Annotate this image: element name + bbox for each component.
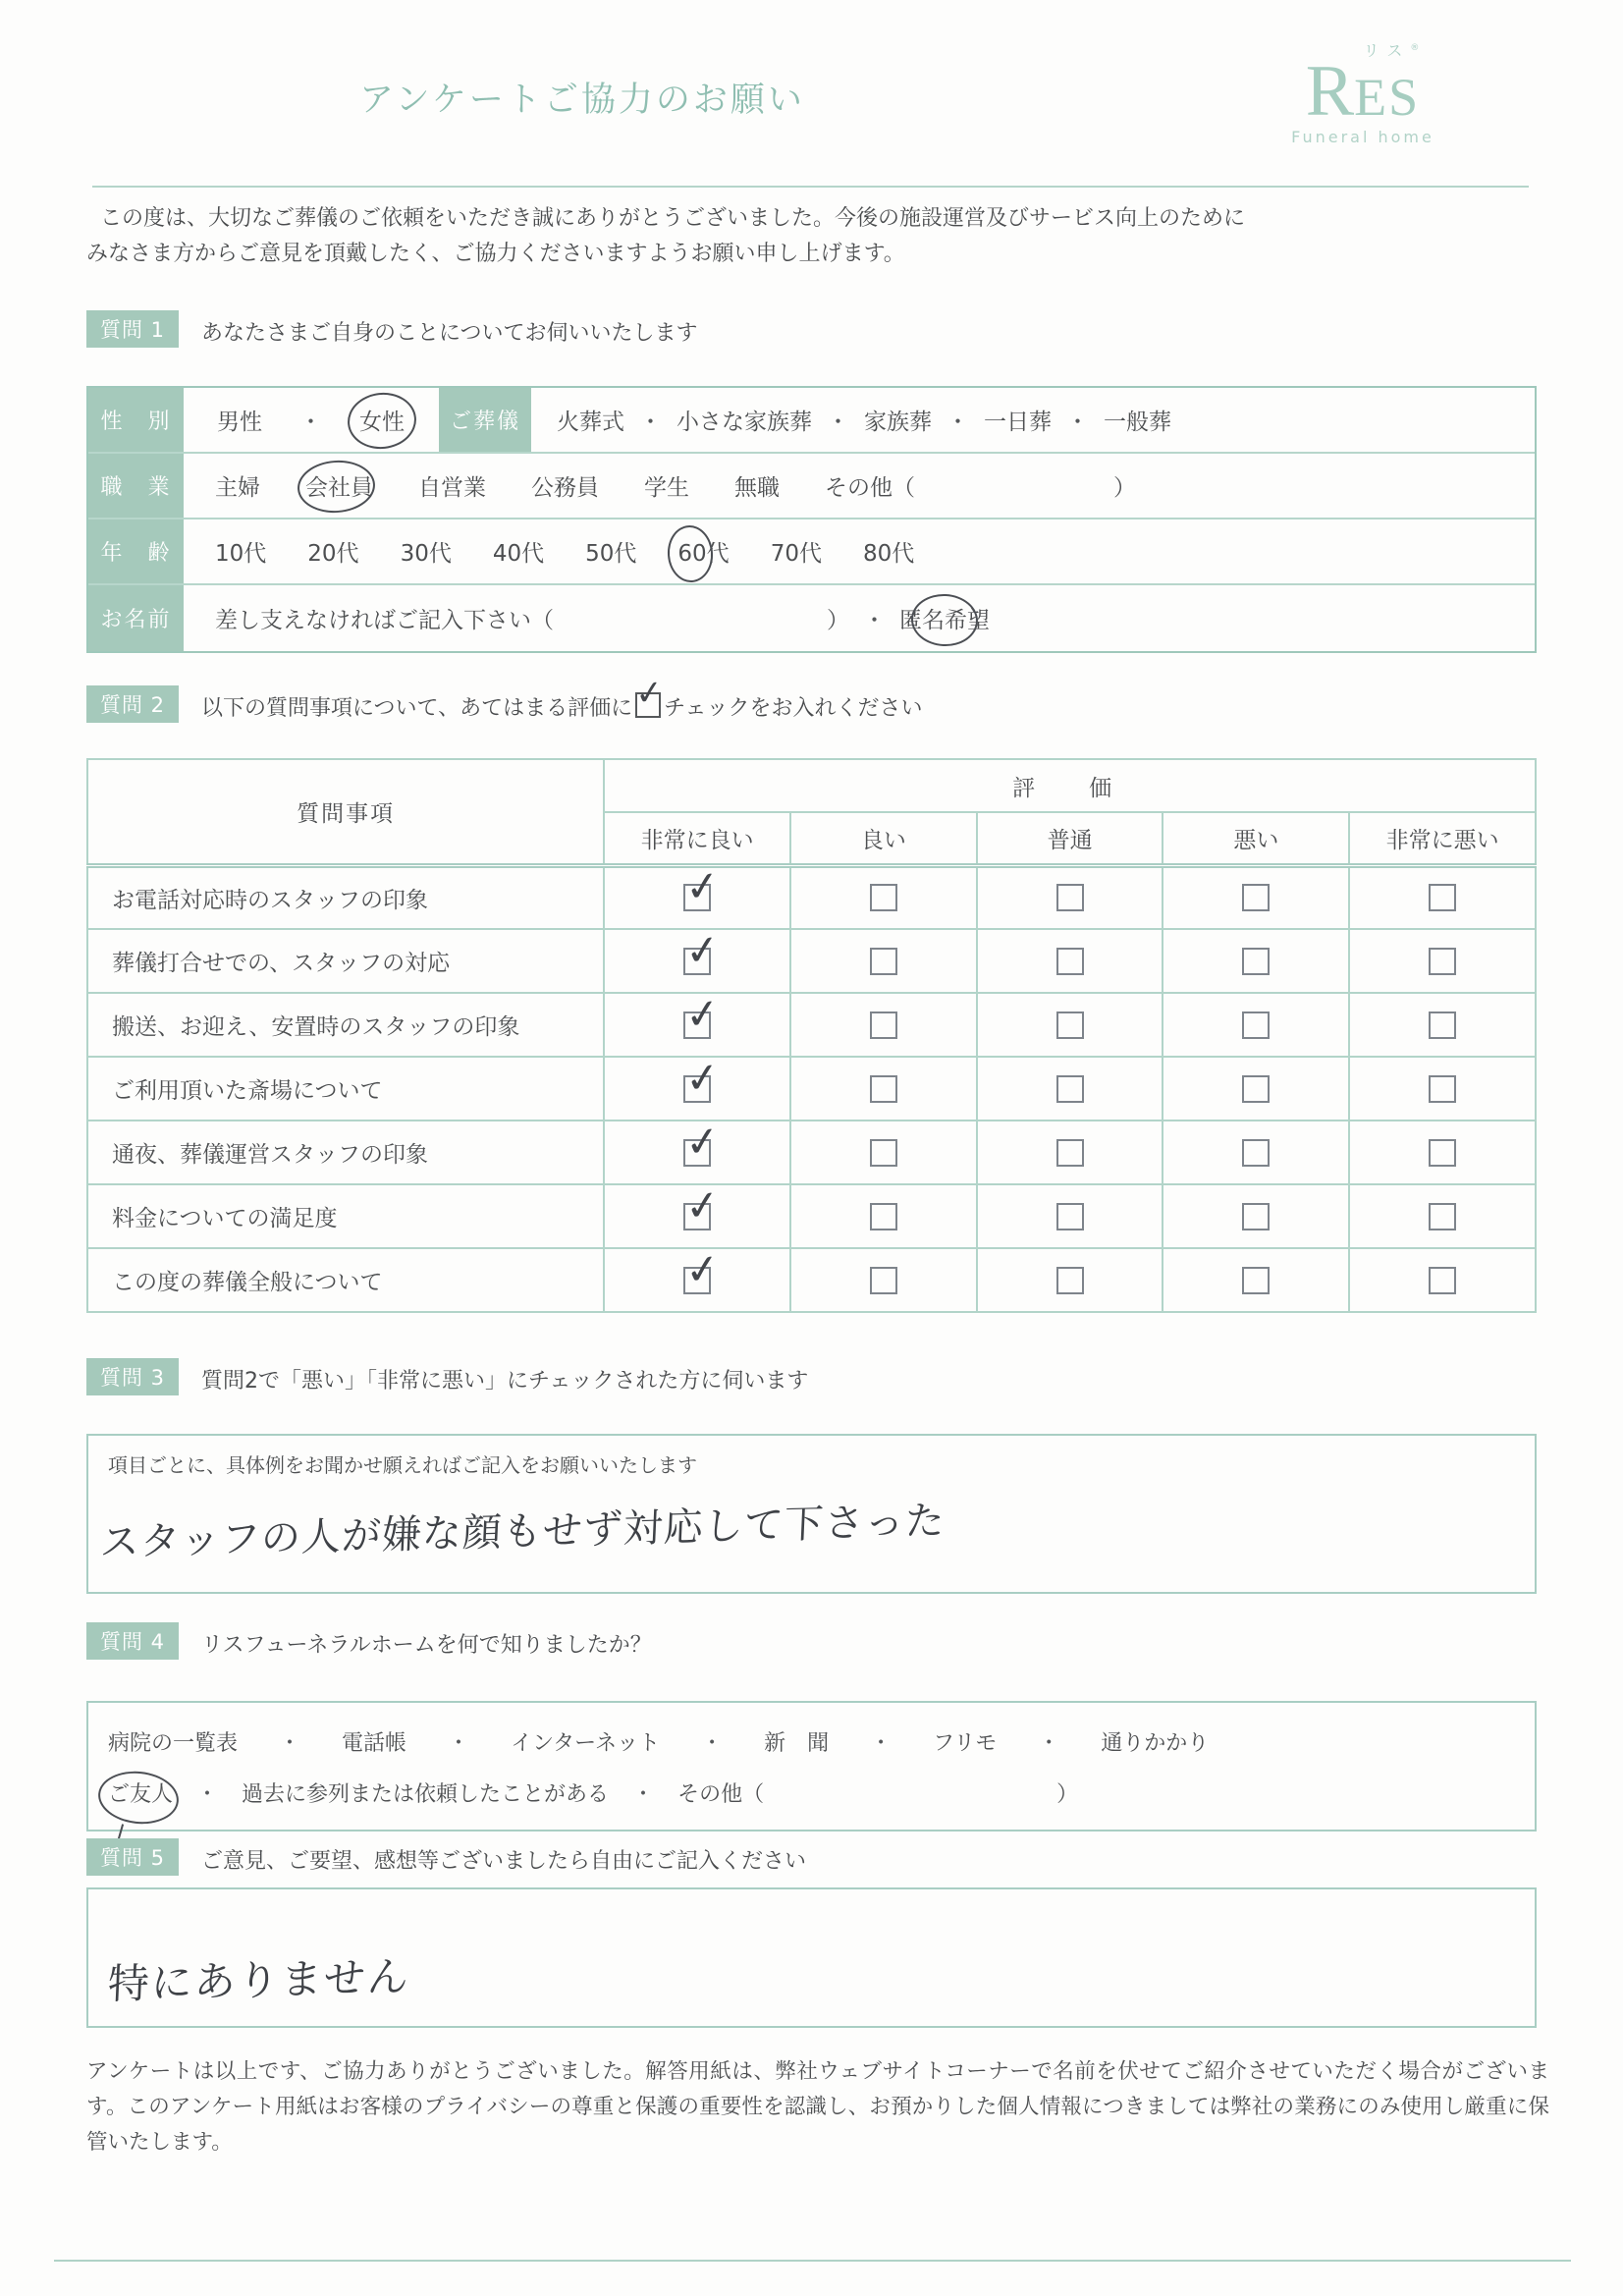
rating-cell xyxy=(790,1248,977,1312)
intro-line-2: みなさま方からご意見を頂戴したく、ご協力くださいますようお願い申し上げます。 xyxy=(86,242,905,266)
row-label: この度の葬儀全般について xyxy=(87,1248,604,1312)
rating-cell xyxy=(790,865,977,929)
funeral-type-label: ご葬儀 xyxy=(439,388,531,452)
question2-heading-pre: 以下の質問事項について、あてはまる評価に xyxy=(201,696,633,721)
option-other-close: ） xyxy=(1056,1782,1079,1807)
registered-trademark-mark: ® xyxy=(1410,43,1420,53)
checkbox xyxy=(1242,948,1270,975)
intro-paragraph xyxy=(86,201,1559,272)
option-hospital-list: 病院の一覧表 xyxy=(108,1731,239,1756)
separator-dot: ・ xyxy=(1066,410,1089,435)
gender-label: 性 別 xyxy=(88,388,184,452)
option-age-40s: 40代 xyxy=(492,541,545,567)
checkbox xyxy=(870,1267,897,1294)
logo-ruby: リス xyxy=(1363,41,1411,60)
checkbox-checked xyxy=(682,1051,723,1104)
question4-options-box xyxy=(86,1701,1537,1831)
rating-cell xyxy=(604,1051,790,1121)
option-newspaper: 新 聞 xyxy=(764,1731,830,1756)
option-chiisana-kazokusou: 小さな家族葬 xyxy=(676,410,812,435)
rating-cell xyxy=(1349,929,1536,993)
option-male: 男性 xyxy=(217,410,262,435)
table-row xyxy=(87,993,1536,1057)
question3-heading: 質問2で「悪い」「非常に悪い」にチェックされた方に伺います xyxy=(201,1369,809,1394)
checkbox xyxy=(1429,1075,1456,1103)
option-public-servant: 公務員 xyxy=(531,475,599,501)
rating-cell xyxy=(1349,1121,1536,1184)
separator-dot: ・ xyxy=(639,410,662,435)
separator-dot: ・ xyxy=(448,1731,470,1756)
hand-check-mark: ✓ xyxy=(682,1242,723,1295)
option-other-open: その他（ xyxy=(677,1782,765,1807)
question3-badge: 質問 3 xyxy=(86,1358,179,1395)
rating-table xyxy=(86,758,1537,1313)
question3-box-prompt: 項目ごとに、具体例をお聞かせ願えればご記入をお願いいたします xyxy=(108,1453,697,1477)
separator-dot: ・ xyxy=(701,1731,724,1756)
option-other-close: ） xyxy=(1113,475,1136,501)
sample-checkbox xyxy=(633,672,666,718)
option-age-70s: 70代 xyxy=(770,541,822,567)
checkbox xyxy=(1242,1139,1270,1167)
option-age-10s: 10代 xyxy=(215,541,267,567)
checkbox xyxy=(870,1011,897,1039)
rating-cell xyxy=(977,929,1163,993)
question1-badge: 質問 1 xyxy=(86,310,179,348)
row-label: 葬儀打合せでの、スタッフの対応 xyxy=(87,929,604,993)
separator-dot: ・ xyxy=(1038,1731,1060,1756)
option-unemployed: 無職 xyxy=(734,475,780,501)
checkbox xyxy=(1242,884,1270,911)
row-label: 料金についての満足度 xyxy=(87,1184,604,1248)
checkbox-checked xyxy=(682,1115,723,1168)
table-row xyxy=(87,1184,1536,1248)
rating-cell xyxy=(1349,993,1536,1057)
checkbox-checked xyxy=(682,1178,723,1231)
checkbox xyxy=(1429,884,1456,911)
rating-cell xyxy=(1163,993,1349,1057)
checkbox xyxy=(1242,1011,1270,1039)
rating-cell xyxy=(604,1242,790,1312)
rating-cell xyxy=(790,993,977,1057)
row-label: 搬送、お迎え、安置時のスタッフの印象 xyxy=(87,993,604,1057)
option-company-employee-circled: 会社員 xyxy=(305,469,373,502)
table-row xyxy=(87,1121,1536,1184)
rating-cell xyxy=(1349,1057,1536,1121)
separator-dot: ・ xyxy=(196,1782,219,1807)
table-row xyxy=(87,865,1536,929)
column-header-good: 良い xyxy=(790,812,977,865)
checkbox xyxy=(1242,1267,1270,1294)
rating-cell xyxy=(1163,929,1349,993)
option-age-80s: 80代 xyxy=(862,541,915,567)
checkbox xyxy=(1242,1203,1270,1230)
option-student: 学生 xyxy=(644,475,689,501)
rating-cell xyxy=(977,1184,1163,1248)
logo-brand: RES xyxy=(1305,51,1421,132)
row-label: 通夜、葬儀運営スタッフの印象 xyxy=(87,1121,604,1184)
rating-cell xyxy=(604,923,790,993)
option-furimo: フリモ xyxy=(933,1731,998,1756)
job-label: 職 業 xyxy=(88,454,184,518)
separator-dot: ・ xyxy=(947,410,969,435)
name-prompt: 差し支えなければご記入下さい（ xyxy=(215,608,554,633)
checkbox xyxy=(1056,1139,1084,1167)
option-other-open: その他（ xyxy=(825,475,915,501)
hand-check-mark: ✓ xyxy=(682,987,723,1040)
hand-check-mark: ✓ xyxy=(682,1115,723,1168)
rating-header-row xyxy=(87,759,1536,812)
checkbox xyxy=(870,884,897,911)
option-kasoushiki: 火葬式 xyxy=(557,410,624,435)
table-row xyxy=(87,1248,1536,1312)
rating-cell xyxy=(1349,1184,1536,1248)
row-label: お電話対応時のスタッフの印象 xyxy=(87,865,604,929)
option-age-20s: 20代 xyxy=(307,541,359,567)
checkbox xyxy=(1056,884,1084,911)
checkbox xyxy=(1056,948,1084,975)
option-age-30s: 30代 xyxy=(400,541,452,567)
rating-cell xyxy=(790,1057,977,1121)
option-kazokusou: 家族葬 xyxy=(864,410,932,435)
rating-cell xyxy=(604,987,790,1057)
separator-dot: ・ xyxy=(827,410,849,435)
rating-cell xyxy=(1163,1121,1349,1184)
option-female-circled: 女性 xyxy=(359,404,405,436)
option-attended-before: 過去に参列または依頼したことがある xyxy=(242,1782,610,1807)
separator-dot: ・ xyxy=(299,410,322,435)
question4-options-line2 xyxy=(108,1777,1078,1808)
job-options xyxy=(184,454,1535,518)
option-self-employed: 自営業 xyxy=(418,475,486,501)
column-header-very-bad: 非常に悪い xyxy=(1349,812,1536,865)
checkbox xyxy=(870,1139,897,1167)
option-age-50s: 50代 xyxy=(585,541,637,567)
separator-dot: ・ xyxy=(632,1782,655,1807)
rating-cell xyxy=(977,993,1163,1057)
checkbox-checked xyxy=(682,1242,723,1295)
logo-subtitle: Funeral home xyxy=(1291,128,1434,146)
checkbox-checked xyxy=(682,987,723,1040)
bottom-divider xyxy=(54,2260,1571,2262)
footer-privacy-note: アンケートは以上です、ご協力ありがとうございました。解答用紙は、弊社ウェブサイトコーナーで名前を伏せてご紹介させていただく場合がございます。このアンケート用紙はお客様のプライバシーの尊重と保護の重要性を認識し、お預かりした個人情報につきましては弊社の業務にのみ使用し厳重に保管いたします。 xyxy=(86,2059,1549,2155)
option-age-60s-circled: 60代 xyxy=(677,535,729,568)
checkbox xyxy=(1242,1075,1270,1103)
row-label: ご利用頂いた斎場について xyxy=(87,1057,604,1121)
option-internet: インターネット xyxy=(511,1731,661,1756)
profile-table xyxy=(86,386,1537,653)
checkbox xyxy=(1429,948,1456,975)
rating-cell xyxy=(790,1121,977,1184)
rating-cell xyxy=(977,1057,1163,1121)
column-header-average: 普通 xyxy=(977,812,1163,865)
rating-cell xyxy=(604,1178,790,1248)
rating-cell xyxy=(790,929,977,993)
checkbox xyxy=(1429,1203,1456,1230)
rating-cell xyxy=(604,860,790,929)
rating-cell xyxy=(1349,865,1536,929)
question5-heading: ご意見、ご要望、感想等ございましたら自由にご記入ください xyxy=(201,1849,807,1874)
question2-badge: 質問 2 xyxy=(86,685,179,723)
rating-cell xyxy=(977,865,1163,929)
column-header-bad: 悪い xyxy=(1163,812,1349,865)
question2-heading xyxy=(201,672,923,722)
checkbox xyxy=(1429,1267,1456,1294)
rating-cell xyxy=(1163,1057,1349,1121)
rating-cell xyxy=(1163,1248,1349,1312)
option-ichinichisou: 一日葬 xyxy=(984,410,1052,435)
checkbox xyxy=(1429,1011,1456,1039)
job-row xyxy=(88,454,1535,519)
question1-heading: あなたさまご自身のことについてお伺いいたします xyxy=(201,321,698,346)
question4-badge: 質問 4 xyxy=(86,1622,179,1660)
option-housewife: 主婦 xyxy=(215,475,260,501)
rating-cell xyxy=(1163,1184,1349,1248)
handwritten-answer-q3: スタッフの人が嫌な顔もせず対応して下さった xyxy=(98,1498,947,1566)
name-field xyxy=(184,585,1535,651)
hand-check-mark: ✓ xyxy=(682,923,723,976)
question2-heading-post: チェックをお入れください xyxy=(664,696,923,721)
age-label: 年 齢 xyxy=(88,519,184,583)
checkbox xyxy=(1056,1075,1084,1103)
rating-cell xyxy=(790,1184,977,1248)
option-ippansou: 一般葬 xyxy=(1104,410,1171,435)
gender-options xyxy=(184,388,439,452)
checkbox-checked xyxy=(682,923,723,976)
option-friend-circled: ご友人 xyxy=(108,1777,173,1808)
checkbox xyxy=(1056,1203,1084,1230)
gender-funeral-row xyxy=(88,388,1535,454)
intro-line-1: この度は、大切なご葬儀のご依頼をいただき誠にありがとうございました。今後の施設運営及びサービス向上のために xyxy=(100,206,1246,231)
name-close-paren: ） xyxy=(827,608,849,633)
question4-heading: リスフューネラルホームを何で知りましたか？ xyxy=(201,1633,652,1658)
age-options xyxy=(184,519,1535,583)
res-funeral-home-logo xyxy=(1260,43,1466,145)
funeral-type-options xyxy=(531,388,1535,452)
hand-check-mark: ✓ xyxy=(682,860,723,912)
separator-dot: ・ xyxy=(279,1731,301,1756)
header-divider xyxy=(92,186,1529,188)
separator-dot: ・ xyxy=(870,1731,893,1756)
rating-group-header: 評 価 xyxy=(604,759,1536,812)
handwritten-answer-q5: 特にありません xyxy=(106,1951,411,2009)
rating-cell xyxy=(604,1115,790,1184)
separator-dot: ・ xyxy=(863,608,886,633)
age-row xyxy=(88,519,1535,585)
checkbox-checked xyxy=(682,860,723,912)
hand-check-mark: ✓ xyxy=(633,672,666,715)
question4-options-line1 xyxy=(108,1726,1209,1757)
rating-cell xyxy=(1163,865,1349,929)
rating-cell xyxy=(1349,1248,1536,1312)
name-label: お名前 xyxy=(88,585,184,651)
checkbox xyxy=(1056,1011,1084,1039)
page-title: アンケートご協力のお願い xyxy=(359,81,805,120)
checkbox xyxy=(870,948,897,975)
hand-check-mark: ✓ xyxy=(682,1178,723,1231)
table-row xyxy=(87,929,1536,993)
checkbox xyxy=(1056,1267,1084,1294)
hand-check-mark: ✓ xyxy=(682,1051,723,1104)
option-phonebook: 電話帳 xyxy=(342,1731,407,1756)
question5-badge: 質問 5 xyxy=(86,1838,179,1876)
rating-cell xyxy=(977,1248,1163,1312)
checkbox xyxy=(870,1075,897,1103)
table-row xyxy=(87,1057,1536,1121)
item-column-header: 質問事項 xyxy=(87,759,604,865)
checkbox xyxy=(870,1203,897,1230)
option-passing-by: 通りかかり xyxy=(1101,1731,1210,1756)
name-row xyxy=(88,585,1535,651)
column-header-excellent: 非常に良い xyxy=(604,812,790,865)
checkbox xyxy=(1429,1139,1456,1167)
option-anonymous-circled: 匿名希望 xyxy=(899,602,990,634)
rating-cell xyxy=(977,1121,1163,1184)
